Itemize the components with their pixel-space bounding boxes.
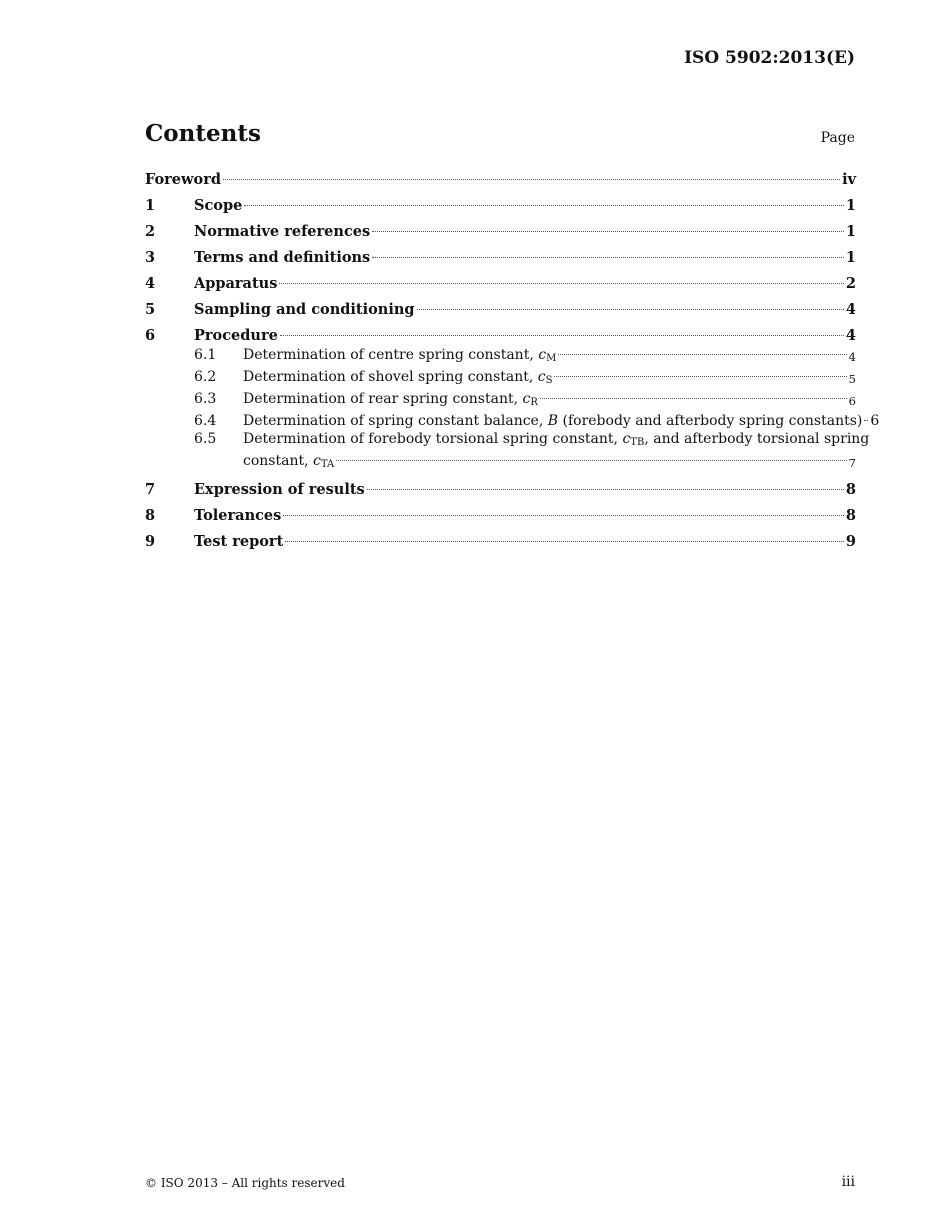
copyright-notice: © ISO 2013 – All rights reserved — [145, 1176, 345, 1190]
toc-leader — [283, 515, 844, 516]
toc-entry-4[interactable] — [145, 274, 856, 294]
toc-entry-6-3[interactable] — [194, 390, 856, 412]
toc-title: Tolerances — [194, 507, 282, 524]
toc-title: Apparatus — [194, 275, 278, 292]
toc-entry-2[interactable] — [145, 222, 856, 242]
page-number: iii — [841, 1174, 855, 1190]
toc-leader — [372, 231, 844, 232]
toc-leader — [223, 179, 840, 180]
toc-leader — [280, 335, 844, 336]
toc-page: iv — [842, 171, 856, 188]
toc-title: Determination of shovel spring constant, cS — [243, 369, 553, 386]
toc-leader — [864, 420, 868, 421]
toc-leader — [285, 541, 844, 542]
toc-leader — [558, 354, 846, 355]
toc-number: 9 — [145, 533, 156, 550]
toc-page: 4 — [845, 301, 856, 318]
toc-page: 4 — [848, 350, 856, 364]
toc-entry-6-2[interactable] — [194, 368, 856, 390]
toc-page: 7 — [848, 456, 856, 470]
toc-title: Sampling and conditioning — [194, 301, 415, 318]
toc-page: 6 — [848, 394, 856, 408]
toc-entry-6-1[interactable] — [194, 346, 856, 368]
toc-number: 7 — [145, 481, 156, 498]
contents-title: Contents — [145, 120, 261, 147]
toc-title-continued: constant, cTA — [243, 453, 335, 470]
toc-leader — [367, 489, 844, 490]
toc-title: Determination of centre spring constant, cM — [243, 347, 557, 364]
toc-number: 2 — [145, 223, 156, 240]
toc-page: 9 — [845, 533, 856, 550]
toc-title: Foreword — [145, 171, 221, 188]
toc-title: Determination of forebody torsional spring constant, cTB, and afterbody torsional spring — [243, 431, 870, 448]
toc-leader — [336, 460, 846, 461]
toc-number: 4 — [145, 275, 156, 292]
toc-page: 1 — [845, 197, 856, 214]
toc-page: 5 — [848, 372, 856, 386]
toc-number: 6 — [145, 327, 156, 344]
toc-page: 8 — [845, 507, 856, 524]
toc-leader — [279, 283, 844, 284]
toc-entry-6-4[interactable] — [194, 412, 880, 430]
toc-number: 6.2 — [194, 369, 217, 385]
toc-leader — [540, 398, 847, 399]
standard-number: ISO 5902:2013(E) — [684, 48, 855, 68]
toc-entry-5[interactable] — [145, 300, 856, 320]
toc-page: 1 — [845, 249, 856, 266]
toc-title: Procedure — [194, 327, 278, 344]
toc-number: 3 — [145, 249, 156, 266]
toc-leader — [244, 205, 844, 206]
toc-number: 6.5 — [194, 431, 217, 447]
toc-number: 6.4 — [194, 413, 217, 429]
table-of-contents — [145, 170, 880, 558]
toc-entry-1[interactable] — [145, 196, 856, 216]
toc-leader — [372, 257, 844, 258]
toc-title: Determination of rear spring constant, cR — [243, 391, 538, 408]
toc-entry-3[interactable] — [145, 248, 856, 268]
toc-title: Normative references — [194, 223, 371, 240]
toc-leader — [554, 376, 846, 377]
toc-title: Scope — [194, 197, 243, 214]
toc-entry-7[interactable] — [145, 480, 856, 500]
toc-title: Expression of results — [194, 481, 365, 498]
toc-title: Determination of spring constant balance, B (forebody and afterbody spring constants) — [243, 413, 863, 429]
toc-entry-9[interactable] — [145, 532, 856, 552]
toc-page: 4 — [845, 327, 856, 344]
toc-title: Test report — [194, 533, 284, 550]
toc-number: 6.1 — [194, 347, 217, 363]
toc-page: 8 — [845, 481, 856, 498]
toc-title: Terms and definitions — [194, 249, 371, 266]
toc-entry-6[interactable] — [145, 326, 856, 346]
page-column-label: Page — [820, 130, 855, 146]
toc-entry-8[interactable] — [145, 506, 856, 526]
toc-number: 5 — [145, 301, 156, 318]
toc-entry-6-5[interactable] — [194, 430, 870, 474]
toc-page: 6 — [870, 413, 880, 429]
toc-entry-foreword[interactable] — [145, 170, 856, 190]
toc-page: 1 — [845, 223, 856, 240]
toc-page: 2 — [845, 275, 856, 292]
toc-leader — [417, 309, 844, 310]
toc-number: 1 — [145, 197, 156, 214]
toc-number: 8 — [145, 507, 156, 524]
toc-number: 6.3 — [194, 391, 217, 407]
